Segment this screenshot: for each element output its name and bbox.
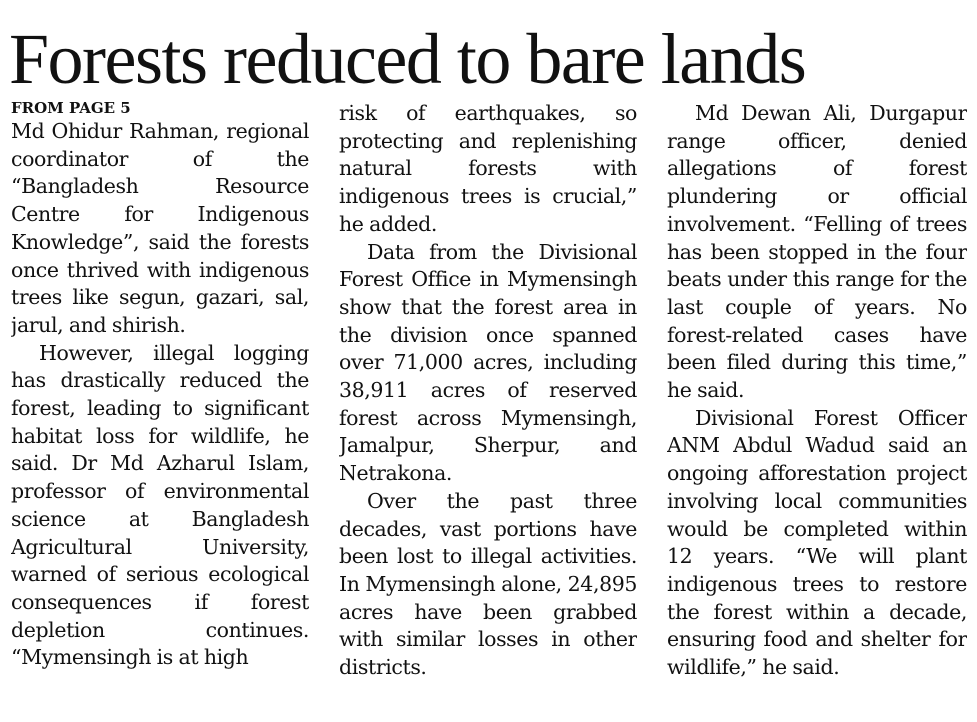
- headline: Forests reduced to bare lands: [9, 19, 806, 99]
- article-column-3: [667, 100, 967, 716]
- paragraph: Over the past three decades, vast portions have been lost to illegal activities. In Mymensingh alone, 24,895 acres have been grabbed with similar losses in other districts.: [339, 488, 637, 680]
- paragraph: Md Ohidur Rahman, regional coordinator of the “Bangladesh Resource Centre for Indigenous Knowledge”, said the forests once thrived with indigenous trees like segun, gazari, sal, jarul, and shirish.: [11, 119, 309, 337]
- paragraph-continued: risk of earthquakes, so protecting and replenishing natural forests with indigenous trees is crucial,” he added.: [339, 101, 637, 236]
- paragraph: However, illegal logging has drastically reduced the forest, leading to significant habitat loss for wildlife, he said. Dr Md Azharul Islam, professor of environmental science at Bangladesh Agricultural University, warned of serious ecological consequences if forest depletion continues. “Mymensingh is at high: [11, 340, 309, 670]
- paragraph: Divisional Forest Officer ANM Abdul Wadud said an ongoing afforestation project involving local communities would be completed within 12 years. “We will plant indigenous trees to restore the forest within a decade, ensuring food and shelter for wildlife,” he said.: [667, 405, 967, 680]
- article-column-1: [11, 100, 309, 716]
- paragraph: Data from the Divisional Forest Office in Mymensingh show that the forest area in the division once spanned over 71,000 acres, including 38,911 acres of reserved forest across Mymensingh, Jamalpur, Sherpur, and Netrakona.: [339, 239, 637, 486]
- paragraph: Md Dewan Ali, Durgapur range officer, denied allegations of forest plundering or official involvement. “Felling of trees has been stopped in the four beats under this range for the last couple of years. No forest-related cases have been filed during this time,” he said.: [667, 101, 967, 403]
- article-column-2: [339, 100, 637, 716]
- continuation-kicker: FROM PAGE 5: [11, 100, 131, 117]
